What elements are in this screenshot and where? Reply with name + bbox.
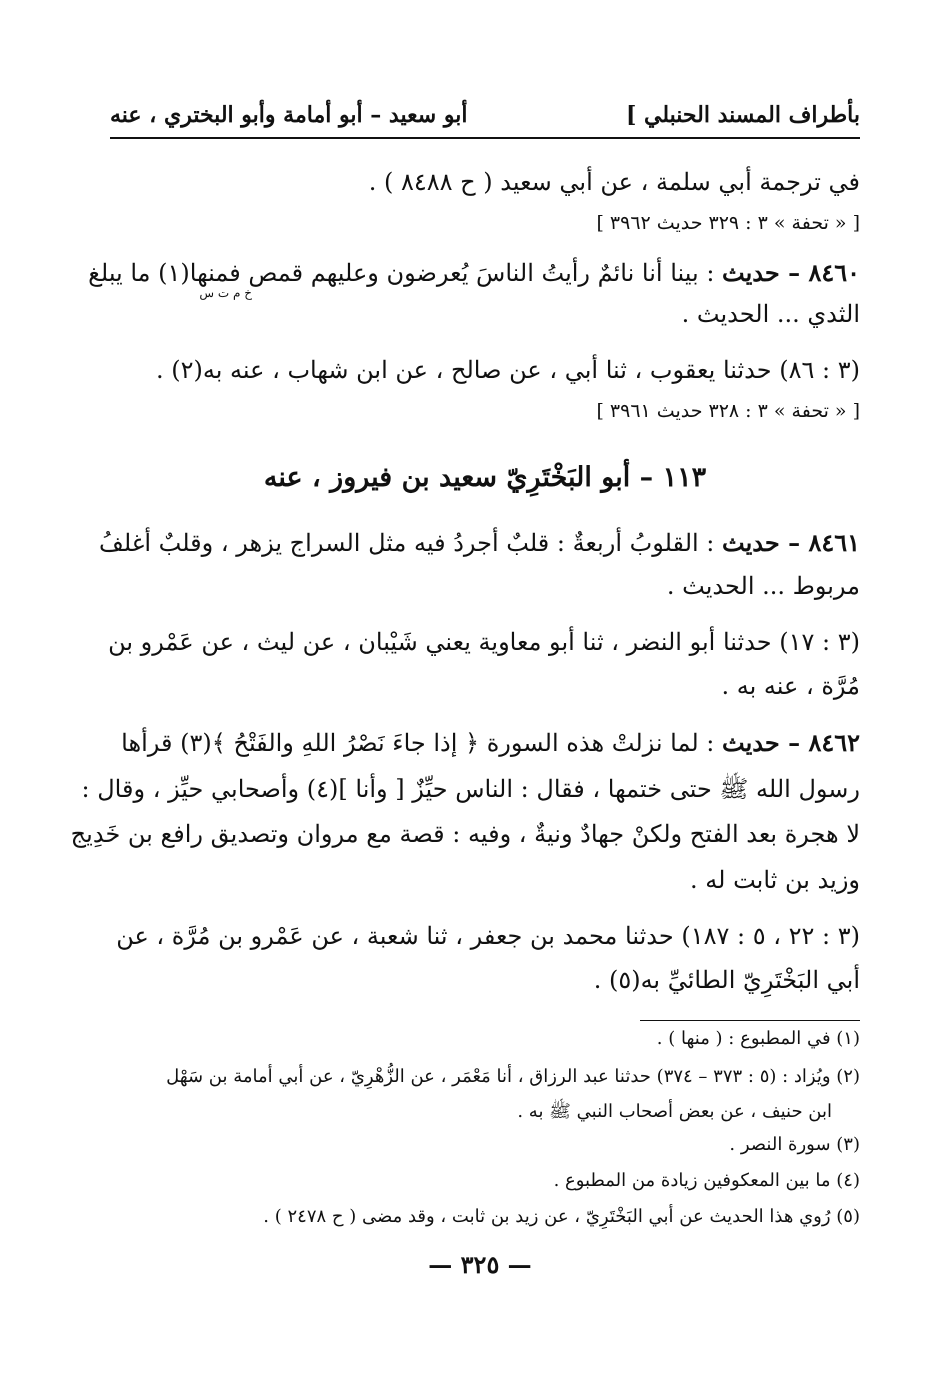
tuhfa-reference: [ « تحفة » ٣ : ٣٢٩ حديث ٣٩٦٢ ]: [596, 212, 860, 234]
hadith-keyword: حديث: [722, 528, 780, 557]
text-line: مربوط ... الحديث .: [666, 572, 860, 600]
running-header: [110, 98, 860, 132]
footnote-rule: [640, 1020, 860, 1021]
source-line: أبي البَخْتَرِيّ الطائيِّ به(٥) .: [593, 966, 860, 994]
footnote: (٤) ما بين المعكوفين زيادة من المطبوع .: [553, 1170, 860, 1191]
text-line: في ترجمة أبي سلمة ، عن أبي سعيد ( ح ٨٤٨٨ ) .: [368, 168, 860, 196]
footnote: (١) في المطبوع : ( منها ) .: [656, 1028, 860, 1049]
text-line: رسول الله ﷺ حتى ختمها ، فقال : الناس حيِّزٌ [ وأنا ](٤) وأصحابي حيِّز ، وقال :: [81, 775, 860, 803]
narrator-marks: خ م ت س: [199, 286, 252, 300]
footnote-continuation: ابن حنيف ، عن بعض أصحاب النبي ﷺ به .: [517, 1101, 832, 1122]
footnote: (٣) سورة النصر .: [729, 1134, 860, 1155]
hadith-text: : لما نزلتْ هذه السورة ﴿ إذا جاءَ نَصْرُ اللهِ والفَتْحُ ﴾(٣) قرأها: [121, 729, 723, 757]
section-title: ١١٣ – أبو البَخْتَرِيّ سعيد بن فيروز ، عنه: [263, 462, 707, 493]
text-line: الثدي ... الحديث .: [681, 300, 860, 328]
source-line: (٣ : ١٧) حدثنا أبو النضر ، ثنا أبو معاوية يعني شَيْبان ، عن ليث ، عن عَمْرو بن: [108, 628, 860, 656]
header-book-title: بأطراف المسند الحنبلي ]: [625, 102, 860, 128]
source-line: (٣ : ٢٢ ، ٥ : ١٨٧) حدثنا محمد بن جعفر ، ثنا شعبة ، عن عَمْرو بن مُرَّة ، عن: [116, 922, 860, 950]
hadith-8461: [100, 528, 860, 557]
hadith-8460: [88, 258, 860, 287]
page-number: — ٣٢٥ —: [428, 1250, 532, 1279]
hadith-keyword: حديث: [722, 258, 780, 287]
hadith-number: ٨٤٦٢ –: [779, 728, 860, 757]
header-rule: [110, 137, 860, 139]
footnote: (٥) رُوي هذا الحديث عن أبي البَخْتَرِيّ ، عن زيد بن ثابت ، وقد مضى ( ح ٢٤٧٨ ) .: [263, 1206, 860, 1227]
source-line: مُرَّة ، عنه به .: [721, 672, 860, 700]
text-line: وزيد بن ثابت له .: [690, 866, 860, 894]
footnote: (٢) ويُزاد : (٥ : ٣٧٣ – ٣٧٤) حدثنا عبد الرزاق ، أنا مَعْمَر ، عن الزُّهْرِيّ ، عن أبي أمامة بن سَهْل: [166, 1066, 860, 1087]
hadith-8462: [100, 728, 860, 757]
source-line: (٣ : ٨٦) حدثنا يعقوب ، ثنا أبي ، عن صالح ، عن ابن شهاب ، عنه به(٢) .: [155, 356, 860, 384]
tuhfa-reference: [ « تحفة » ٣ : ٣٢٨ حديث ٣٩٦١ ]: [596, 400, 860, 422]
hadith-text: : القلوبُ أربعةٌ : قلبٌ أجردُ فيه مثل السراج يزهر ، وقلبٌ أغلفُ: [99, 529, 723, 557]
hadith-text: : بينا أنا نائمٌ رأيتُ الناسَ يُعرضون وعليهم قمص فمنها(١) ما يبلغ: [88, 259, 723, 287]
hadith-keyword: حديث: [722, 728, 780, 757]
hadith-number: ٨٤٦٠ –: [779, 258, 860, 287]
header-section-title: أبو سعيد – أبو أمامة وأبو البختري ، عنه: [110, 102, 468, 128]
text-line: لا هجرة بعد الفتح ولكنْ جهادٌ ونيةٌ ، وفيه : قصة مع مروان وتصديق رافع بن خَدِيج: [70, 820, 860, 848]
hadith-number: ٨٤٦١ –: [779, 528, 860, 557]
